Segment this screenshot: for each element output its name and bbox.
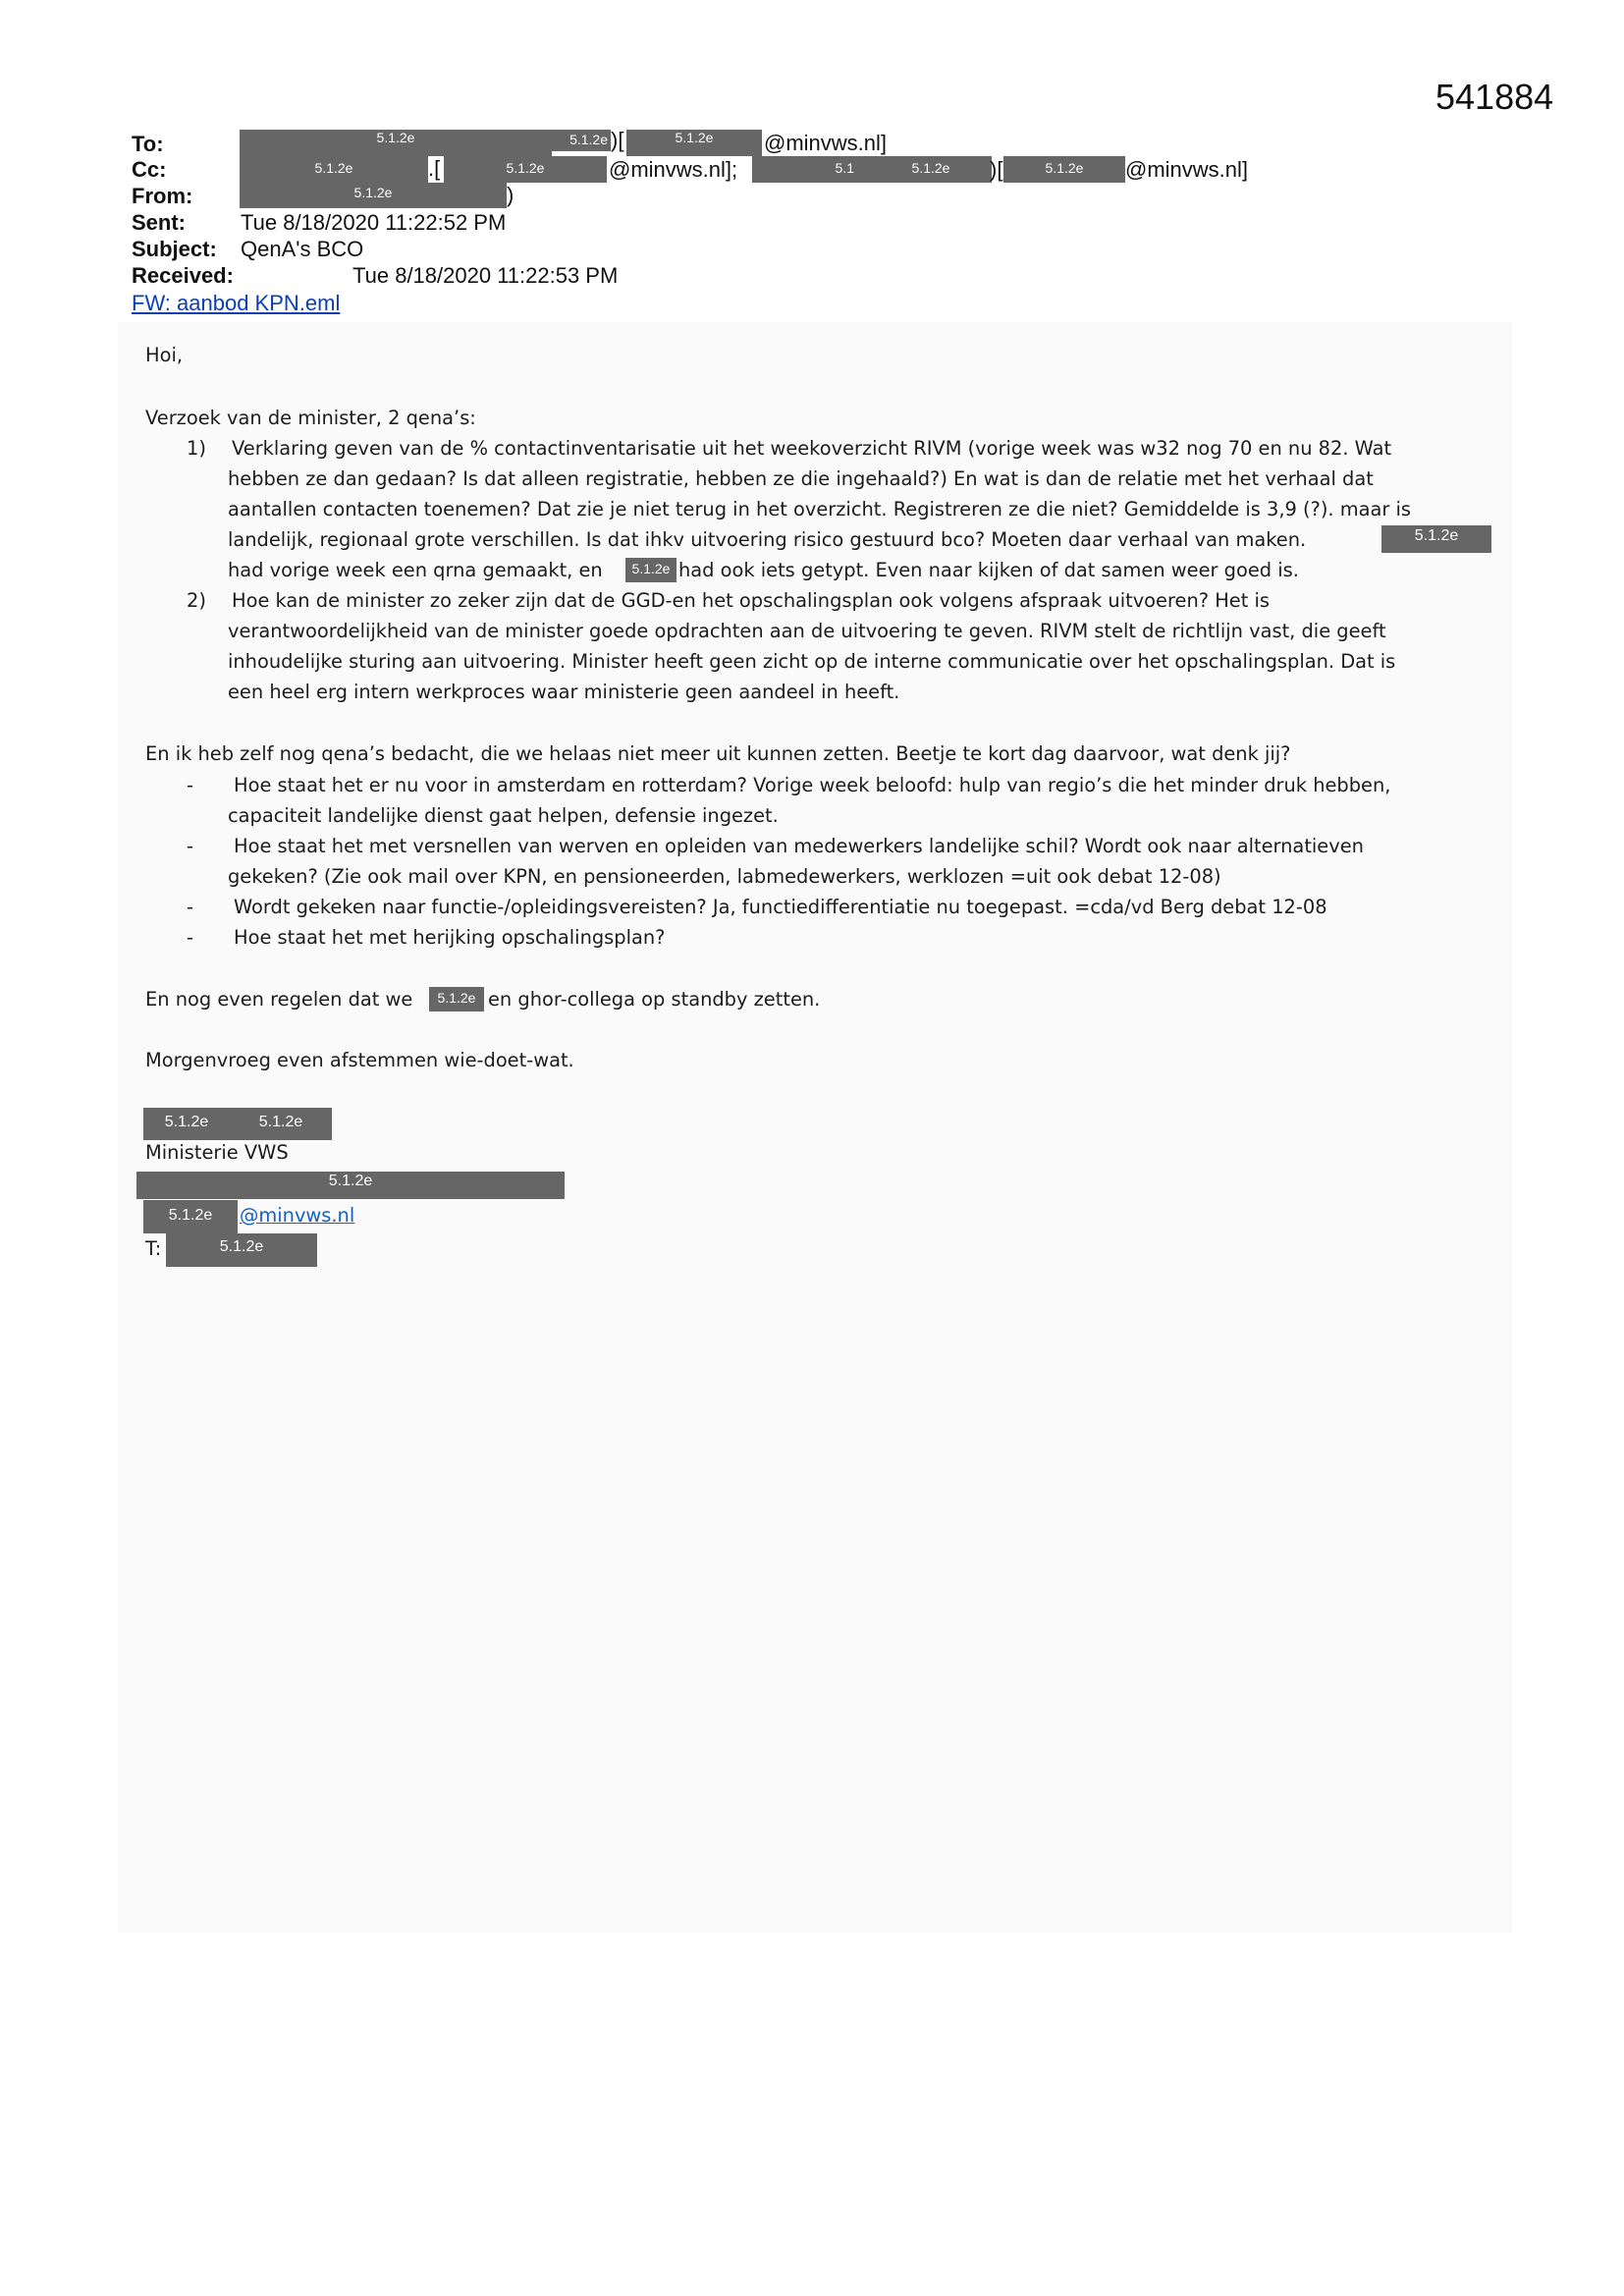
- redaction-box: 5.1.2e: [240, 156, 428, 183]
- bullet-line: Hoe staat het met versnellen van werven en opleiden van medewerkers landelijke schil? Wordt ook naar alternatieven: [234, 835, 1364, 857]
- redaction-box: 5.1.2e: [136, 1172, 565, 1199]
- signature-org: Ministerie VWS: [145, 1141, 289, 1164]
- bullet-dash: -: [187, 774, 193, 796]
- item1-line: had ook iets getypt. Even naar kijken of dat samen weer goed is.: [678, 559, 1299, 581]
- sent-value: Tue 8/18/2020 11:22:52 PM: [241, 210, 507, 235]
- item1-line: Verklaring geven van de % contactinventarisatie uit het weekoverzicht RIVM (vorige week was w32 nog 70 en nu 82. Wat: [232, 437, 1392, 460]
- cc-separator-2: )[: [990, 157, 1003, 182]
- redaction-box: 5.1.2e: [230, 1108, 332, 1140]
- paragraph: Morgenvroeg even afstemmen wie-doet-wat.: [145, 1049, 574, 1071]
- sent-label: Sent:: [132, 210, 186, 235]
- bullet-line: capaciteit landelijke dienst gaat helpen, defensie ingezet.: [228, 804, 779, 827]
- item1-line: hebben ze dan gedaan? Is dat alleen registratie, hebben ze die ingehaald?) En wat is dan de relatie met het verhaal dat: [228, 467, 1374, 490]
- bullet-dash: -: [187, 835, 193, 857]
- list-number: 1): [187, 437, 206, 460]
- to-label: To:: [132, 132, 164, 156]
- paragraph: en ghor-collega op standby zetten.: [488, 988, 821, 1011]
- redaction-box: 5.1.2e: [429, 987, 484, 1011]
- list-number: 2): [187, 589, 206, 612]
- bullet-line: Hoe staat het met herijking opschalingsplan?: [234, 926, 666, 949]
- greeting: Hoi,: [145, 344, 183, 366]
- redaction-box: 5.1.2e: [1381, 525, 1491, 553]
- intro-text: Verzoek van de minister, 2 qena’s:: [145, 407, 476, 429]
- redaction-box: 5.1.2e: [143, 1108, 230, 1140]
- from-label: From:: [132, 184, 193, 208]
- bullet-line: gekeken? (Zie ook mail over KPN, en pensioneerden, labmedewerkers, werklozen =uit ook debat 12-08): [228, 865, 1221, 888]
- redaction-box: 5.1.2e: [625, 558, 677, 582]
- subject-label: Subject:: [132, 237, 217, 261]
- paragraph: En nog even regelen dat we: [145, 988, 413, 1011]
- cc-separator: .[: [428, 156, 441, 181]
- received-value: Tue 8/18/2020 11:22:53 PM: [352, 263, 619, 288]
- paragraph: En ik heb zelf nog qena’s bedacht, die we helaas niet meer uit kunnen zetten. Beetje te kort dag daarvoor, wat denk jij?: [145, 742, 1291, 765]
- cc-domain-1: @minvws.nl];: [609, 157, 738, 182]
- redaction-box: 5.1.2e: [166, 1233, 317, 1267]
- item2-line: inhoudelijke sturing aan uitvoering. Minister heeft geen zicht op de interne communicatie over het opschalingsplan. Dat is: [228, 650, 1396, 673]
- redaction-box: 5.1: [752, 156, 870, 183]
- bullet-line: Wordt gekeken naar functie-/opleidingsvereisten? Ja, functiedifferentiatie nu toegepast. =cda/vd Berg debat 12-08: [234, 896, 1327, 918]
- item1-line: aantallen contacten toenemen? Dat zie je niet terug in het overzicht. Registreren ze die niet? Gemiddelde is 3,9 (?). maar is: [228, 498, 1412, 520]
- received-label: Received:: [132, 263, 234, 288]
- item2-line: Hoe kan de minister zo zeker zijn dat de GGD-en het opschalingsplan ook volgens afspraak uitvoeren? Het is: [232, 589, 1270, 612]
- from-separator: ): [507, 183, 514, 207]
- phone-label: T:: [145, 1237, 162, 1260]
- redaction-box: 5.1.2e: [240, 183, 507, 208]
- item1-line: had vorige week een qrna gemaakt, en: [228, 559, 603, 581]
- subject-value: QenA's BCO: [241, 237, 364, 261]
- signature-email[interactable]: @minvws.nl: [240, 1204, 355, 1227]
- redaction-box: 5.1.2e: [1003, 156, 1125, 183]
- attachment-link[interactable]: FW: aanbod KPN.eml: [132, 291, 341, 315]
- redaction-box: 5.1.2e: [870, 156, 992, 183]
- bullet-line: Hoe staat het er nu voor in amsterdam en rotterdam? Vorige week beloofd: hulp van regio’s die het minder druk hebben,: [234, 774, 1391, 796]
- redaction-box: 5.1.2e: [143, 1200, 238, 1233]
- redaction-box: 5.1.2e: [444, 156, 607, 183]
- cc-domain-2: @minvws.nl]: [1125, 157, 1249, 182]
- cc-label: Cc:: [132, 157, 167, 182]
- redaction-box: 5.1.2e: [552, 130, 611, 151]
- bullet-dash: -: [187, 896, 193, 918]
- to-separator: )[: [611, 128, 624, 152]
- item1-line: landelijk, regionaal grote verschillen. Is dat ihkv uitvoering risico gestuurd bco? Moeten daar verhaal van maken.: [228, 528, 1307, 551]
- to-domain: @minvws.nl]: [764, 131, 888, 155]
- item2-line: een heel erg intern werkproces waar ministerie geen aandeel in heeft.: [228, 681, 900, 703]
- document-number: 541884: [1435, 77, 1554, 117]
- redaction-box: 5.1.2e: [626, 130, 762, 156]
- bullet-dash: -: [187, 926, 193, 949]
- redaction-box: 5.1.2e: [240, 130, 552, 156]
- item2-line: verantwoordelijkheid van de minister goede opdrachten aan de uitvoering te geven. RIVM stelt de richtlijn vast, die geeft: [228, 620, 1386, 642]
